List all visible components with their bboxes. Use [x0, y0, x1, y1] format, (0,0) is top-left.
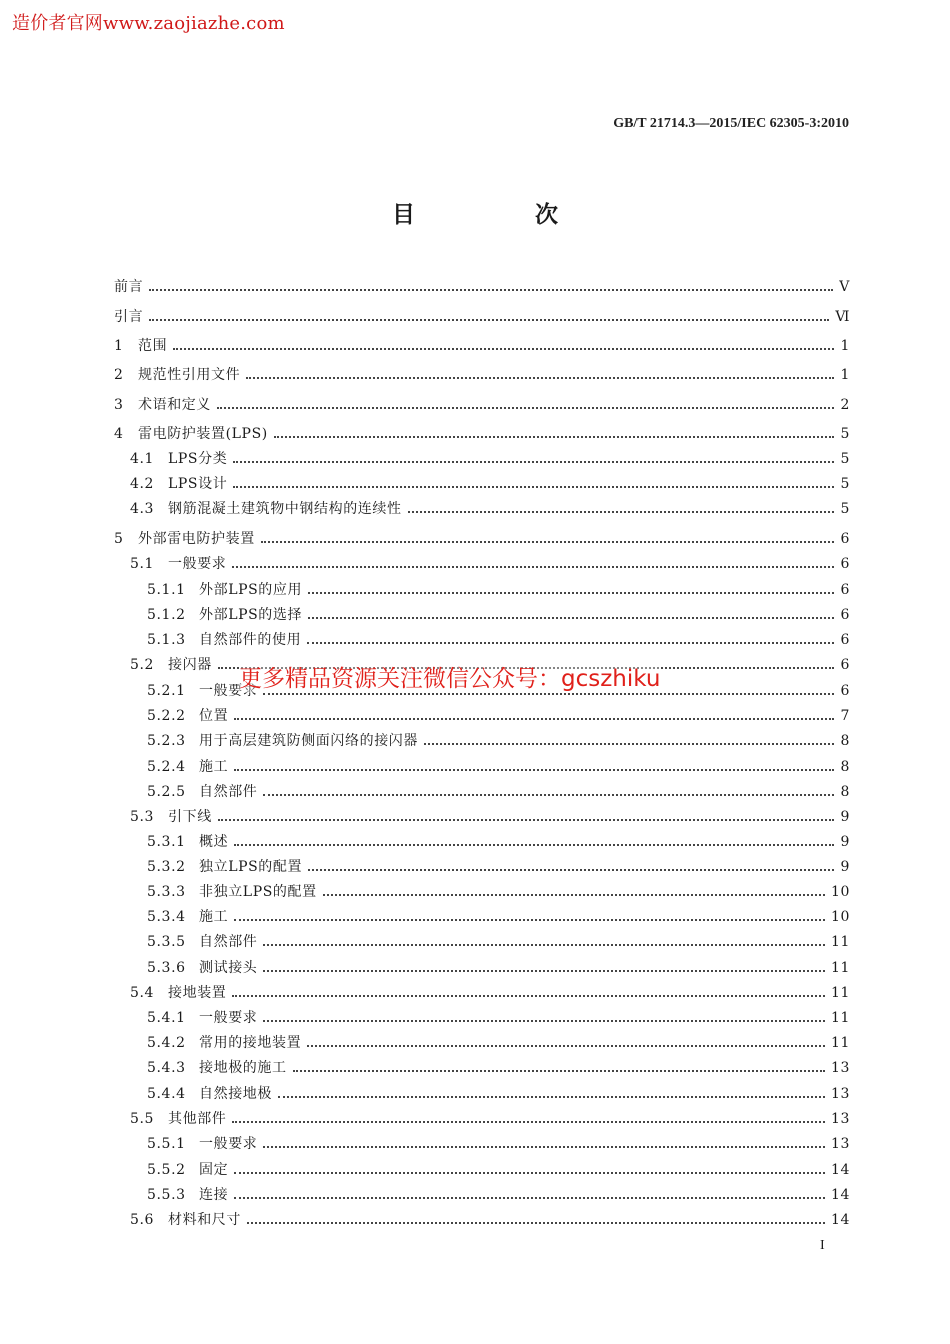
toc-entry-label: 前言	[114, 279, 144, 295]
toc-entry-page: 8	[840, 784, 850, 800]
toc-entry-label: 一般要求	[168, 556, 227, 572]
toc-entry-page: 14	[830, 1162, 850, 1178]
toc-entry-number: 5.4.2	[147, 1035, 186, 1051]
toc-entry-page: 6	[840, 607, 850, 623]
toc-entry-label: 外部雷电防护装置	[138, 531, 255, 547]
toc-entry-label: 引下线	[168, 809, 212, 825]
toc-entry-label: 自然部件	[199, 784, 258, 800]
dot-leader	[234, 1172, 825, 1174]
toc-entry[interactable]	[147, 782, 850, 802]
toc-entry-number: 5.3.4	[147, 909, 186, 925]
toc-entry[interactable]	[147, 1185, 850, 1205]
dot-leader	[247, 1222, 825, 1224]
toc-entry-number: 5.1	[130, 556, 155, 572]
toc-entry-page: 5	[840, 501, 850, 517]
dot-leader	[263, 1020, 825, 1022]
toc-entry-number: 5.4.1	[147, 1010, 186, 1026]
toc-entry[interactable]	[147, 832, 850, 852]
toc-entry-number: 5.3.3	[147, 884, 186, 900]
dot-leader	[308, 617, 834, 619]
toc-entry[interactable]	[114, 395, 850, 415]
toc-entry-page: 11	[830, 1035, 850, 1051]
toc-entry-page: 6	[840, 632, 850, 648]
dot-leader	[263, 794, 834, 796]
toc-entry[interactable]	[130, 499, 850, 519]
toc-entry-page: 5	[840, 426, 850, 442]
toc-entry-number: 5.6	[130, 1212, 155, 1228]
toc-entry[interactable]	[130, 554, 850, 574]
dot-leader	[234, 1197, 825, 1199]
toc-entry-label: 接地装置	[168, 985, 227, 1001]
dot-leader	[263, 1146, 825, 1148]
toc-entry-label: 钢筋混凝土建筑物中钢结构的连续性	[168, 501, 402, 517]
toc-entry-number: 5.4.4	[147, 1086, 186, 1102]
toc-entry[interactable]	[147, 580, 850, 600]
toc-entry[interactable]	[147, 1033, 850, 1053]
dot-leader	[274, 436, 835, 438]
toc-entry-page: 7	[840, 708, 850, 724]
toc-entry-number: 5.3.6	[147, 960, 186, 976]
toc-entry[interactable]	[114, 307, 850, 327]
toc-entry-label: 接闪器	[168, 657, 212, 673]
toc-entry-label: 引言	[114, 309, 144, 325]
toc-entry-number: 5.2	[130, 657, 155, 673]
toc-entry-page: 6	[840, 556, 850, 572]
toc-entry[interactable]	[147, 1160, 850, 1180]
toc-entry-label: 施工	[199, 759, 229, 775]
toc-entry-number: 5.4	[130, 985, 155, 1001]
toc-entry-page: 6	[840, 582, 850, 598]
dot-leader	[232, 566, 834, 568]
toc-entry-label: 自然部件	[199, 934, 258, 950]
toc-entry-label: 独立LPS的配置	[199, 859, 303, 875]
toc-entry[interactable]	[147, 882, 850, 902]
toc-entry-page: 1	[840, 338, 850, 354]
dot-leader	[263, 944, 825, 946]
toc-entry-page: 11	[830, 1010, 850, 1026]
toc-entry-label: 固定	[199, 1162, 229, 1178]
toc-entry-page: 8	[840, 733, 850, 749]
toc-entry-label: 施工	[199, 909, 229, 925]
dot-leader	[263, 970, 825, 972]
toc-entry-label: 外部LPS的选择	[199, 607, 303, 623]
dot-leader	[278, 1096, 825, 1098]
toc-entry-number: 5.2.1	[147, 683, 186, 699]
toc-entry-page: 6	[840, 531, 850, 547]
toc-entry-label: 外部LPS的应用	[199, 582, 303, 598]
toc-entry-label: 一般要求	[199, 1010, 258, 1026]
toc-entry-number: 5.5	[130, 1111, 155, 1127]
toc-entry-page: 13	[830, 1136, 850, 1152]
toc-entry-number: 5.5.2	[147, 1162, 186, 1178]
dot-leader	[263, 693, 834, 695]
dot-leader	[293, 1070, 825, 1072]
toc-entry[interactable]	[130, 1210, 850, 1230]
toc-entry-page: 13	[830, 1060, 850, 1076]
dot-leader	[234, 844, 834, 846]
toc-entry[interactable]	[130, 983, 850, 1003]
toc-entry-label: 位置	[199, 708, 229, 724]
toc-entry-page: 5	[840, 451, 850, 467]
toc-entry-page: 10	[830, 884, 850, 900]
dot-leader	[307, 642, 834, 644]
toc-entry[interactable]	[147, 605, 850, 625]
dot-leader	[233, 486, 834, 488]
dot-leader	[233, 461, 834, 463]
toc-entry-page: 6	[840, 683, 850, 699]
dot-leader	[234, 919, 825, 921]
toc-entry-page: Ⅵ	[835, 309, 850, 325]
toc-entry[interactable]	[147, 958, 850, 978]
page-title: 目 次	[391, 202, 614, 228]
toc-entry-number: 5.5.1	[147, 1136, 186, 1152]
toc-entry-number: 5.2.4	[147, 759, 186, 775]
toc-entry-number: 4.2	[130, 476, 155, 492]
toc-entry[interactable]	[147, 857, 850, 877]
toc-entry-number: 5.1.1	[147, 582, 186, 598]
toc-entry-label: 用于高层建筑防侧面闪络的接闪器	[199, 733, 418, 749]
dot-leader	[308, 869, 834, 871]
toc-entry[interactable]	[147, 630, 850, 650]
toc-entry-label: 规范性引用文件	[138, 367, 241, 383]
toc-entry[interactable]	[147, 932, 850, 952]
dot-leader	[307, 1045, 825, 1047]
toc-entry[interactable]	[130, 449, 850, 469]
promo-watermark: 更多精品资源关注微信公众号：gcszhiku	[239, 660, 660, 693]
toc-entry[interactable]	[114, 424, 850, 444]
dot-leader	[218, 819, 835, 821]
toc-entry[interactable]	[114, 336, 850, 356]
toc-entry-label: LPS分类	[168, 451, 228, 467]
toc-entry[interactable]	[114, 529, 850, 549]
toc-entry-number: 5.2.5	[147, 784, 186, 800]
toc-entry-number: 5.1.2	[147, 607, 186, 623]
toc-entry-number: 4.3	[130, 501, 155, 517]
toc-entry-page: 6	[840, 657, 850, 673]
toc-entry-label: LPS设计	[168, 476, 228, 492]
toc-entry-number: 5.3	[130, 809, 155, 825]
toc-entry-page: 14	[830, 1212, 850, 1228]
toc-entry[interactable]	[147, 1008, 850, 1028]
toc-entry-label: 一般要求	[199, 1136, 258, 1152]
dot-leader	[261, 541, 835, 543]
toc-entry-number: 5.3.2	[147, 859, 186, 875]
toc-entry-label: 自然部件的使用	[199, 632, 302, 648]
toc-entry-page: 9	[840, 859, 850, 875]
toc-entry[interactable]	[114, 365, 850, 385]
dot-leader	[308, 592, 834, 594]
dot-leader	[149, 289, 833, 291]
toc-entry-page: 5	[840, 476, 850, 492]
toc-entry-page: 11	[830, 985, 850, 1001]
toc-entry-number: 5.3.1	[147, 834, 186, 850]
toc-entry[interactable]	[147, 731, 850, 751]
toc-entry-number: 5.2.3	[147, 733, 186, 749]
toc-entry-page: 9	[840, 834, 850, 850]
dot-leader	[234, 769, 834, 771]
toc-entry[interactable]	[147, 1058, 850, 1078]
toc-entry-number: 5.1.3	[147, 632, 186, 648]
toc-entry[interactable]	[147, 706, 850, 726]
toc-entry-number: 3	[114, 397, 124, 413]
toc-entry[interactable]	[130, 1109, 850, 1129]
toc-entry-label: 测试接头	[199, 960, 258, 976]
toc-entry-number: 4	[114, 426, 124, 442]
toc-entry-page: 13	[830, 1086, 850, 1102]
toc-entry-page: Ⅴ	[839, 279, 850, 295]
toc-entry-label: 一般要求	[199, 683, 258, 699]
toc-entry-number: 1	[114, 338, 124, 354]
dot-leader	[246, 377, 834, 379]
toc-entry-number: 4.1	[130, 451, 155, 467]
toc-entry[interactable]	[130, 474, 850, 494]
toc-entry[interactable]	[147, 1134, 850, 1154]
toc-entry-label: 常用的接地装置	[199, 1035, 302, 1051]
dot-leader	[323, 894, 825, 896]
dot-leader	[232, 1121, 825, 1123]
toc-entry-page: 8	[840, 759, 850, 775]
page-number: I	[820, 1238, 825, 1253]
toc-entry-number: 5.4.3	[147, 1060, 186, 1076]
toc-entry-number: 5	[114, 531, 124, 547]
toc-entry-number: 5.3.5	[147, 934, 186, 950]
dot-leader	[424, 743, 834, 745]
dot-leader	[408, 511, 835, 513]
toc-entry-label: 范围	[138, 338, 168, 354]
toc-entry-page: 13	[830, 1111, 850, 1127]
site-watermark: 造价者官网www.zaojiazhe.com	[12, 13, 285, 34]
toc-entry-page: 14	[830, 1187, 850, 1203]
dot-leader	[149, 319, 829, 321]
toc-entry[interactable]	[147, 1084, 850, 1104]
toc-entry-page: 10	[830, 909, 850, 925]
dot-leader	[232, 995, 825, 997]
toc-entry-number: 2	[114, 367, 124, 383]
toc-entry[interactable]	[130, 807, 850, 827]
toc-entry-page: 11	[830, 960, 850, 976]
toc-entry-page: 9	[840, 809, 850, 825]
toc-entry-page: 11	[830, 934, 850, 950]
toc-entry-number: 5.5.3	[147, 1187, 186, 1203]
toc-entry-number: 5.2.2	[147, 708, 186, 724]
toc-entry-page: 2	[840, 397, 850, 413]
toc-entry-label: 概述	[199, 834, 229, 850]
toc-entry-page: 1	[840, 367, 850, 383]
toc-entry-label: 材料和尺寸	[168, 1212, 241, 1228]
dot-leader	[217, 407, 834, 409]
dot-leader	[234, 718, 834, 720]
toc-entry[interactable]	[114, 277, 850, 297]
dot-leader	[173, 348, 834, 350]
toc-entry-label: 自然接地极	[199, 1086, 272, 1102]
toc-entry-label: 连接	[199, 1187, 229, 1203]
toc-entry-label: 术语和定义	[138, 397, 211, 413]
toc-entry-label: 接地极的施工	[199, 1060, 287, 1076]
toc-entry-label: 其他部件	[168, 1111, 227, 1127]
toc-entry[interactable]	[147, 757, 850, 777]
standard-code: GB/T 21714.3—2015/IEC 62305-3:2010	[613, 116, 849, 131]
toc-entry-label: 雷电防护装置(LPS)	[138, 426, 268, 442]
toc-entry[interactable]	[147, 907, 850, 927]
toc-entry-label: 非独立LPS的配置	[199, 884, 317, 900]
